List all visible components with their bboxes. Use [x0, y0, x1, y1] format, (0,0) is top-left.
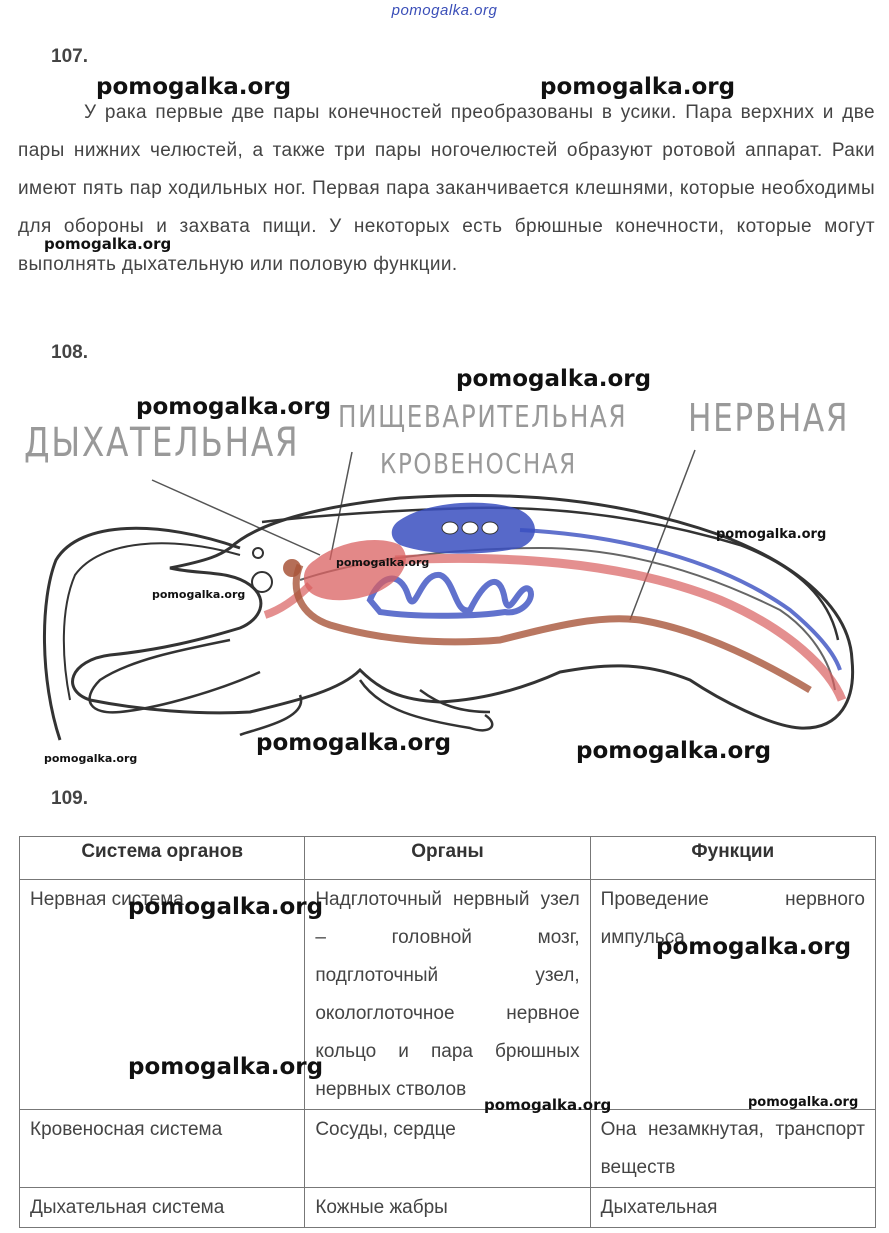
watermark: pomogalka.org [44, 752, 138, 765]
watermark: pomogalka.org [128, 1054, 324, 1080]
site-header-mark: pomogalka.org [391, 2, 498, 19]
dorsal-vessel [520, 530, 840, 670]
watermark: pomogalka.org [256, 730, 452, 756]
eye [252, 572, 272, 592]
cell-function: Дыхательная [590, 1188, 875, 1228]
watermark: pomogalka.org [484, 1096, 612, 1114]
task-109-number: 109. [51, 788, 88, 809]
claw [90, 640, 260, 712]
watermark: pomogalka.org [576, 738, 772, 764]
brain-ganglion [283, 559, 301, 577]
watermark: pomogalka.org [96, 74, 292, 100]
heart-ostium-3 [482, 522, 498, 534]
watermark: pomogalka.org [456, 366, 652, 392]
watermark: pomogalka.org [136, 394, 332, 420]
antenna-inner [64, 543, 240, 700]
label-digestive: ПИЩЕВАРИТЕЛЬНАЯ [338, 400, 628, 435]
label-nervous: НЕРВНАЯ [688, 396, 850, 440]
watermark: pomogalka.org [748, 1095, 859, 1110]
label-circulatory: КРОВЕНОСНАЯ [380, 447, 577, 480]
cell-organs: Надглоточный нервный узел – головной мозг, подглоточный узел, окологлоточное нервное кольцо и пара брюшных нервных стволов [305, 880, 590, 1110]
legs [240, 680, 492, 735]
watermark: pomogalka.org [44, 235, 172, 253]
cell-organs: Кожные жабры [305, 1188, 590, 1228]
cell-function: Проведение нервного импульса [590, 880, 875, 1110]
cell-system: Нервная система [20, 880, 305, 1110]
watermark: pomogalka.org [716, 527, 827, 542]
table-row [20, 1188, 876, 1228]
header-organs: Органы [305, 837, 590, 880]
eye-stalk [253, 548, 263, 558]
watermark: pomogalka.org [656, 934, 852, 960]
watermark: pomogalka.org [152, 588, 246, 601]
task-108-number: 108. [51, 342, 88, 363]
task-107-number: 107. [51, 46, 88, 67]
table-row [20, 1110, 876, 1188]
cell-organs: Сосуды, сердце [305, 1110, 590, 1188]
header-functions: Функции [590, 837, 875, 880]
watermark: pomogalka.org [128, 894, 324, 920]
cell-system: Кровеносная система [20, 1110, 305, 1188]
watermark: pomogalka.org [336, 556, 430, 569]
header-system: Система органов [20, 837, 305, 880]
heart-ostium-2 [462, 522, 478, 534]
task-107-text: У рака первые две пары конечностей преобразованы в усики. Пара верхних и две пары нижних челюстей, а также три пары ногочелюстей образуют ротовой аппарат. Раки имеют пять пар ходильных ног. Первая пара заканчивается клешнями, которые необходимы для обороны и захвата пищи. У некоторых есть брюшные конечности, которые могут выполнять дыхательную или половую функции. [18, 102, 875, 275]
gut [395, 558, 842, 700]
pointer-nervous [630, 450, 695, 620]
label-respiratory: ДЫХАТЕЛЬНАЯ [24, 420, 300, 466]
table-header-row [20, 837, 876, 880]
stomach [304, 540, 406, 600]
heart-ostium-1 [442, 522, 458, 534]
watermark: pomogalka.org [540, 74, 736, 100]
cell-system: Дыхательная система [20, 1188, 305, 1228]
cell-function: Она незамкнутая, транспорт веществ [590, 1110, 875, 1188]
crayfish-diagram [0, 380, 889, 760]
